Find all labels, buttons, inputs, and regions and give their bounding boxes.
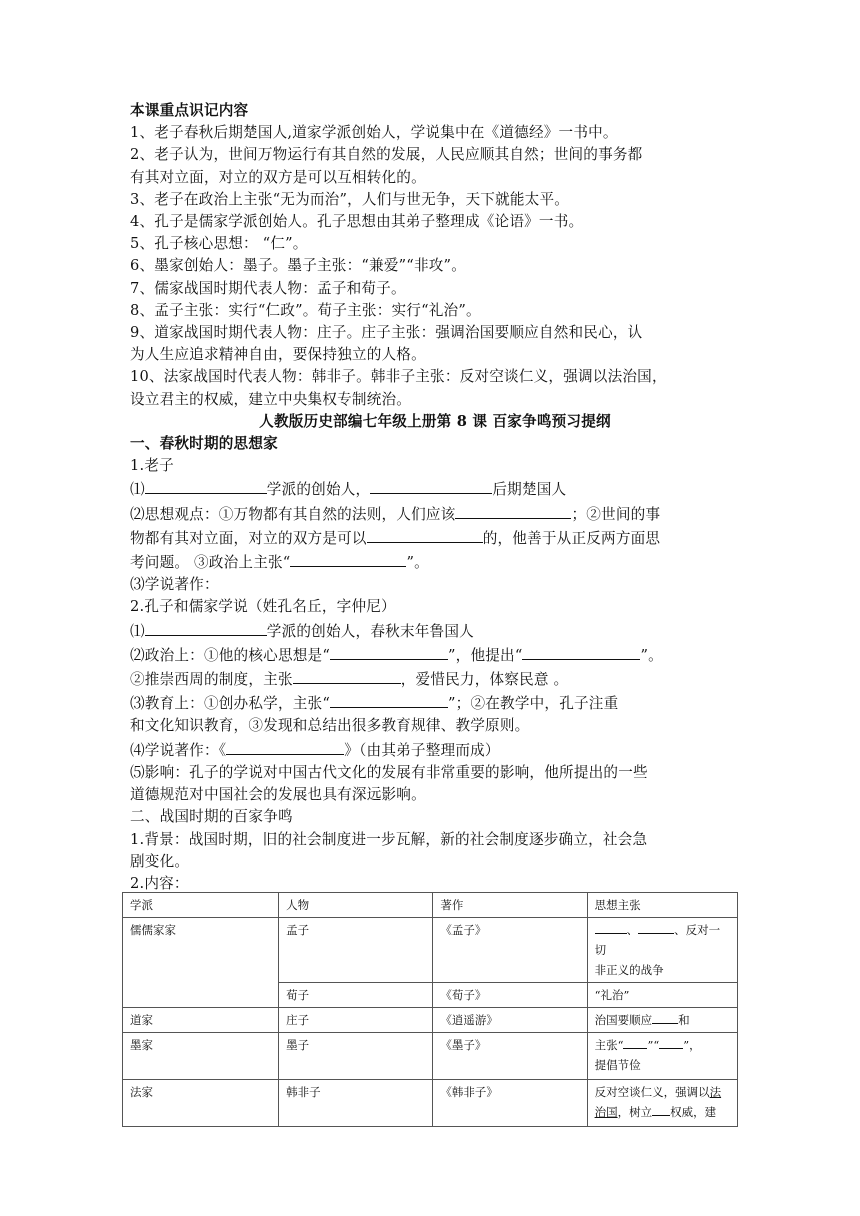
text: 后期楚国人 bbox=[492, 481, 567, 499]
text: 考问题。 ③政治上主张“ bbox=[130, 554, 291, 572]
key-point-4: 4、孔子是儒家学派创始人。孔子思想由其弟子整理成《论语》一书。 bbox=[130, 213, 584, 231]
cell-work: 《韩非子》 bbox=[433, 1080, 587, 1127]
cell-school: 儒儒家家 bbox=[123, 918, 279, 1008]
cell-person: 韩非子 bbox=[279, 1080, 433, 1127]
table-row bbox=[123, 1008, 738, 1033]
table-row bbox=[123, 918, 738, 983]
text: 学派的创始人，春秋末年鲁国人 bbox=[266, 622, 474, 640]
kongzi-line-4 bbox=[130, 691, 740, 715]
kongzi-line-6 bbox=[130, 738, 740, 762]
header-work: 著作 bbox=[433, 893, 587, 918]
text: ②推崇西周的制度，主张 bbox=[130, 671, 293, 689]
fill-blank[interactable] bbox=[522, 643, 640, 660]
text: ”。 bbox=[640, 646, 663, 664]
text: ”；②在教学中，孔子注重 bbox=[447, 695, 619, 713]
cell-idea: 治国要顺应 和 bbox=[587, 1008, 737, 1033]
text: ⑶教育上：①创办私学，主张“ bbox=[130, 695, 330, 713]
text: 学派的创始人， bbox=[266, 481, 371, 499]
fill-blank[interactable] bbox=[652, 1102, 670, 1116]
fill-blank[interactable] bbox=[370, 477, 492, 494]
fill-blank[interactable] bbox=[226, 738, 344, 755]
fill-blank[interactable] bbox=[638, 920, 674, 934]
fill-blank[interactable] bbox=[595, 920, 627, 934]
laozi-line-2 bbox=[130, 502, 740, 526]
document-page bbox=[130, 100, 740, 895]
text: ⑵思想观点：①万物都有其自然的法则，人们应该 bbox=[130, 505, 456, 523]
kongzi-heading: 2.孔子和儒家学说（姓孔名丘，字仲尼） bbox=[130, 598, 396, 616]
fill-blank[interactable] bbox=[330, 643, 448, 660]
key-point-5: 5、孔子核心思想： “仁”。 bbox=[130, 235, 308, 253]
background-line-2: 剧变化。 bbox=[130, 852, 190, 870]
text: ”，他提出“ bbox=[447, 646, 523, 664]
fill-blank[interactable] bbox=[145, 477, 267, 494]
item-number: ⑴ bbox=[130, 481, 145, 499]
laozi-heading: 1.老子 bbox=[130, 457, 174, 475]
cell-work: 《孟子》 bbox=[433, 918, 587, 983]
cell-person: 墨子 bbox=[279, 1033, 433, 1080]
kongzi-line-2 bbox=[130, 643, 740, 667]
key-point-1: 1、老子春秋后期楚国人,道家学派创始人，学说集中在《道德经》一书中。 bbox=[130, 124, 618, 142]
kongzi-line-3 bbox=[130, 667, 740, 691]
table-row bbox=[123, 1080, 738, 1127]
fill-blank[interactable] bbox=[293, 667, 401, 684]
cell-school: 法家 bbox=[123, 1080, 279, 1127]
content-heading: 2.内容： bbox=[130, 874, 189, 892]
schools-table bbox=[122, 892, 738, 1127]
cell-idea: 主张“ ”“ ”， 提倡节俭 bbox=[587, 1033, 737, 1080]
header-idea: 思想主张 bbox=[587, 893, 737, 918]
header-person: 人物 bbox=[279, 893, 433, 918]
key-point-3: 3、老子在政治上主张“无为而治”，人们与世无争，天下就能太平。 bbox=[130, 190, 570, 208]
cell-idea: 、 、反对一切 非正义的战争 bbox=[587, 918, 737, 983]
cell-work: 《荀子》 bbox=[433, 983, 587, 1008]
cell-person: 孟子 bbox=[279, 918, 433, 983]
key-point-2a: 2、老子认为，世间万物运行有其自然的发展，人民应顺其自然；世间的事务都 bbox=[130, 146, 643, 164]
text: 的，他善于从正反两方面思 bbox=[482, 529, 661, 547]
fill-blank[interactable] bbox=[623, 1035, 647, 1049]
fill-blank[interactable] bbox=[455, 502, 571, 519]
fill-blank[interactable] bbox=[145, 619, 267, 636]
cell-idea: 反对空谈仁义，强调以法 治国，树立 权威，建 bbox=[587, 1080, 737, 1127]
text: 物都有其对立面，对立的双方是可以 bbox=[130, 529, 367, 547]
kongzi-line-5: 和文化知识教育，③发现和总结出很多教育规律、教学原则。 bbox=[130, 717, 530, 735]
cell-person: 庄子 bbox=[279, 1008, 433, 1033]
cell-school: 道家 bbox=[123, 1008, 279, 1033]
laozi-line-3 bbox=[130, 526, 740, 550]
text: ⑵政治上：①他的核心思想是“ bbox=[130, 646, 330, 664]
kongzi-line-8: 道德规范对中国社会的发展也具有深远影响。 bbox=[130, 786, 426, 804]
table-row bbox=[123, 1033, 738, 1080]
table-header-row bbox=[123, 893, 738, 918]
key-point-8: 8、孟子主张：实行“仁政”。荀子主张：实行“礼治”。 bbox=[130, 301, 481, 319]
key-points-title: 本课重点识记内容 bbox=[130, 102, 249, 119]
laozi-line-1 bbox=[130, 477, 740, 501]
fill-blank[interactable] bbox=[652, 1010, 678, 1024]
background-line-1: 1.背景：战国时期，旧的社会制度进一步瓦解，新的社会制度逐步确立，社会急 bbox=[130, 830, 648, 848]
kongzi-line-7: ⑸影响：孔子的学说对中国古代文化的发展有非常重要的影响，他所提出的一些 bbox=[130, 763, 648, 781]
text: ⑷学说著作：《 bbox=[130, 741, 227, 759]
cell-work: 《逍遥游》 bbox=[433, 1008, 587, 1033]
section-2-title: 二、战国时期的百家争鸣 bbox=[130, 808, 293, 826]
key-point-10a: 10、法家战国时代表人物：韩非子。韩非子主张：反对空谈仁义，强调以法治国， bbox=[130, 368, 667, 386]
text: ，爱惜民力，体察民意 。 bbox=[400, 671, 569, 689]
key-point-6: 6、墨家创始人：墨子。墨子主张：“兼爱”“非攻”。 bbox=[130, 257, 467, 275]
laozi-line-5: ⑶学说著作： bbox=[130, 576, 219, 594]
section-1-title: 一、春秋时期的思想家 bbox=[130, 435, 278, 453]
key-point-2b: 有其对立面，对立的双方是可以互相转化的。 bbox=[130, 168, 426, 186]
key-point-9b: 为人生应追求精神自由，要保持独立的人格。 bbox=[130, 346, 426, 364]
text: ；②世间的事 bbox=[571, 505, 661, 523]
kongzi-line-1 bbox=[130, 619, 740, 643]
header-school: 学派 bbox=[123, 893, 279, 918]
fill-blank[interactable] bbox=[290, 550, 406, 567]
outline-title: 人教版历史部编七年级上册第 8 课 百家争鸣预习提纲 bbox=[259, 412, 611, 430]
item-number: ⑴ bbox=[130, 622, 145, 640]
fill-blank[interactable] bbox=[330, 691, 448, 708]
text: 》（由其弟子整理而成） bbox=[344, 741, 500, 759]
cell-school: 墨家 bbox=[123, 1033, 279, 1080]
cell-person: 荀子 bbox=[279, 983, 433, 1008]
cell-work: 《墨子》 bbox=[433, 1033, 587, 1080]
text: ”。 bbox=[406, 554, 429, 572]
key-point-9a: 9、道家战国时期代表人物：庄子。庄子主张：强调治国要顺应自然和民心，认 bbox=[130, 324, 643, 342]
fill-blank[interactable] bbox=[367, 526, 483, 543]
cell-idea: “礼治” bbox=[587, 983, 737, 1008]
key-point-7: 7、儒家战国时期代表人物：孟子和荀子。 bbox=[130, 279, 406, 297]
laozi-line-4 bbox=[130, 550, 740, 574]
fill-blank[interactable] bbox=[659, 1035, 683, 1049]
key-point-10b: 设立君主的权威，建立中央集权专制统治。 bbox=[130, 390, 412, 408]
